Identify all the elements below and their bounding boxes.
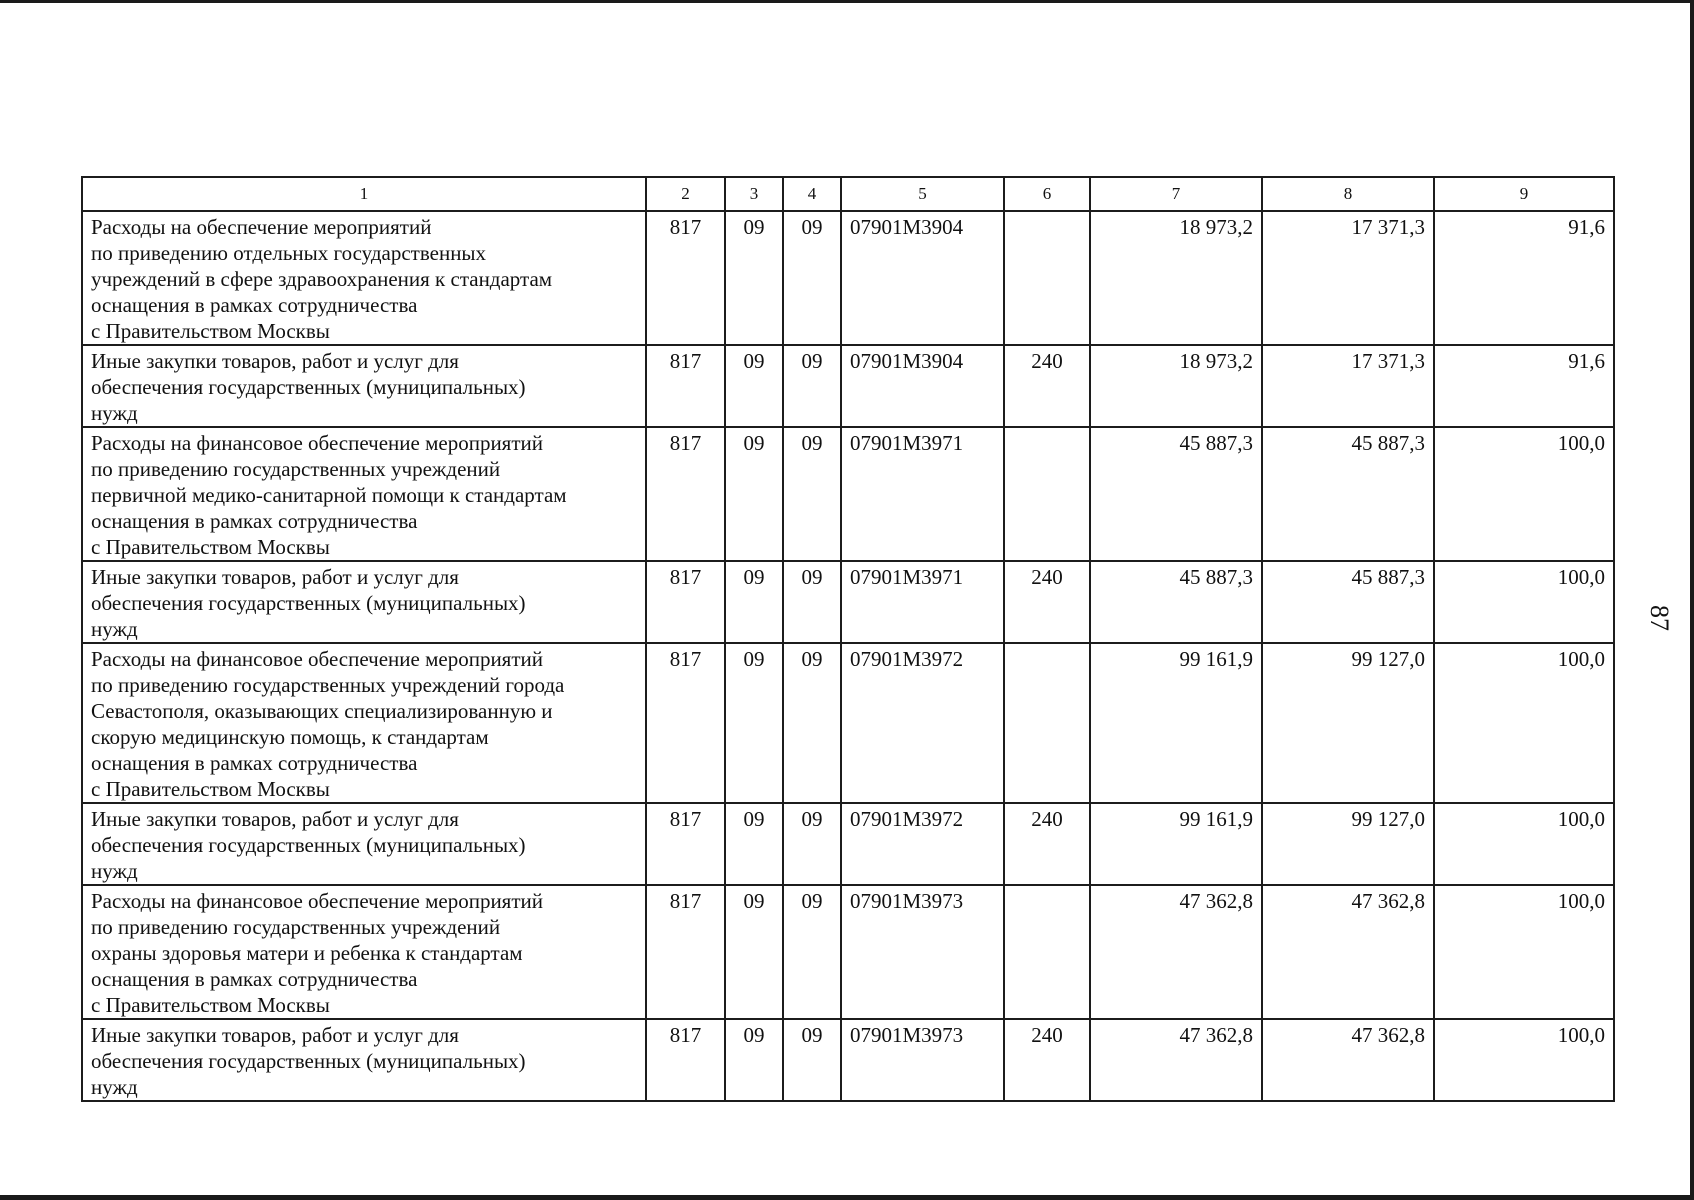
plan-amount-cell: 99 161,9 bbox=[1090, 803, 1262, 885]
expense-name-line: нужд bbox=[91, 617, 138, 641]
plan-amount-cell: 45 887,3 bbox=[1090, 427, 1262, 561]
table-row bbox=[82, 427, 1614, 561]
percent-cell: 91,6 bbox=[1434, 211, 1614, 345]
table-row bbox=[82, 345, 1614, 427]
expense-name-line: по приведению государственных учреждений bbox=[91, 915, 501, 939]
expense-name-line: по приведению государственных учреждений города bbox=[91, 673, 565, 697]
grbs-cell: 817 bbox=[646, 803, 725, 885]
expense-name-line: оснащения в рамках сотрудничества bbox=[91, 967, 418, 991]
grbs-cell: 817 bbox=[646, 643, 725, 803]
expense-name-line: обеспечения государственных (муниципальных) bbox=[91, 1049, 526, 1073]
grbs-cell: 817 bbox=[646, 211, 725, 345]
section-cell: 09 bbox=[725, 643, 783, 803]
subsection-cell: 09 bbox=[783, 427, 841, 561]
table-row bbox=[82, 211, 1614, 345]
expense-type-cell: 240 bbox=[1004, 345, 1090, 427]
page-edge-right bbox=[1690, 0, 1694, 1200]
expense-name-line: обеспечения государственных (муниципальных) bbox=[91, 833, 526, 857]
expense-name-line: Иные закупки товаров, работ и услуг для bbox=[91, 349, 459, 373]
plan-amount-cell: 99 161,9 bbox=[1090, 643, 1262, 803]
section-cell: 09 bbox=[725, 1019, 783, 1101]
header-cell-col-3: 3 bbox=[725, 177, 783, 211]
grbs-cell: 817 bbox=[646, 885, 725, 1019]
subsection-cell: 09 bbox=[783, 643, 841, 803]
table-row bbox=[82, 561, 1614, 643]
budget-table bbox=[81, 176, 1615, 1102]
plan-amount-cell: 45 887,3 bbox=[1090, 561, 1262, 643]
expense-name-line: Иные закупки товаров, работ и услуг для bbox=[91, 565, 459, 589]
grbs-cell: 817 bbox=[646, 1019, 725, 1101]
expense-name-line: с Правительством Москвы bbox=[91, 535, 330, 559]
percent-cell: 91,6 bbox=[1434, 345, 1614, 427]
section-cell: 09 bbox=[725, 345, 783, 427]
target-article-cell: 07901М3972 bbox=[841, 803, 1004, 885]
table-row bbox=[82, 1019, 1614, 1101]
plan-amount-cell: 18 973,2 bbox=[1090, 345, 1262, 427]
plan-amount-cell: 47 362,8 bbox=[1090, 885, 1262, 1019]
expense-name-line: нужд bbox=[91, 401, 138, 425]
percent-cell: 100,0 bbox=[1434, 885, 1614, 1019]
expense-name-cell bbox=[82, 427, 646, 561]
subsection-cell: 09 bbox=[783, 803, 841, 885]
percent-cell: 100,0 bbox=[1434, 1019, 1614, 1101]
subsection-cell: 09 bbox=[783, 1019, 841, 1101]
section-cell: 09 bbox=[725, 561, 783, 643]
expense-name-line: с Правительством Москвы bbox=[91, 993, 330, 1017]
percent-cell: 100,0 bbox=[1434, 803, 1614, 885]
expense-name-cell bbox=[82, 885, 646, 1019]
expense-name-line: обеспечения государственных (муниципальных) bbox=[91, 375, 526, 399]
expense-name-line: по приведению отдельных государственных bbox=[91, 241, 487, 265]
expense-type-cell: 240 bbox=[1004, 561, 1090, 643]
target-article-cell: 07901М3904 bbox=[841, 345, 1004, 427]
actual-amount-cell: 17 371,3 bbox=[1262, 345, 1434, 427]
table-row bbox=[82, 643, 1614, 803]
grbs-cell: 817 bbox=[646, 561, 725, 643]
actual-amount-cell: 45 887,3 bbox=[1262, 561, 1434, 643]
header-cell-col-4: 4 bbox=[783, 177, 841, 211]
grbs-cell: 817 bbox=[646, 427, 725, 561]
target-article-cell: 07901М3971 bbox=[841, 427, 1004, 561]
expense-name-line: нужд bbox=[91, 1075, 138, 1099]
expense-name-line: Расходы на финансовое обеспечение мероприятий bbox=[91, 647, 543, 671]
actual-amount-cell: 17 371,3 bbox=[1262, 211, 1434, 345]
actual-amount-cell: 47 362,8 bbox=[1262, 885, 1434, 1019]
expense-type-cell bbox=[1004, 885, 1090, 1019]
expense-name-line: оснащения в рамках сотрудничества bbox=[91, 509, 418, 533]
expense-type-cell: 240 bbox=[1004, 803, 1090, 885]
expense-type-cell: 240 bbox=[1004, 1019, 1090, 1101]
header-cell-col-7: 7 bbox=[1090, 177, 1262, 211]
actual-amount-cell: 99 127,0 bbox=[1262, 643, 1434, 803]
expense-name-line: учреждений в сфере здравоохранения к стандартам bbox=[91, 267, 553, 291]
expense-name-line: нужд bbox=[91, 859, 138, 883]
section-cell: 09 bbox=[725, 803, 783, 885]
target-article-cell: 07901М3973 bbox=[841, 1019, 1004, 1101]
table-header-row bbox=[82, 177, 1614, 211]
expense-name-cell bbox=[82, 803, 646, 885]
expense-name-cell bbox=[82, 1019, 646, 1101]
header-cell-col-9: 9 bbox=[1434, 177, 1614, 211]
actual-amount-cell: 45 887,3 bbox=[1262, 427, 1434, 561]
actual-amount-cell: 47 362,8 bbox=[1262, 1019, 1434, 1101]
expense-name-cell bbox=[82, 345, 646, 427]
header-cell-col-8: 8 bbox=[1262, 177, 1434, 211]
expense-name-line: оснащения в рамках сотрудничества bbox=[91, 751, 418, 775]
expense-name-line: обеспечения государственных (муниципальных) bbox=[91, 591, 526, 615]
expense-name-cell bbox=[82, 561, 646, 643]
expense-name-line: охраны здоровья матери и ребенка к стандартам bbox=[91, 941, 523, 965]
target-article-cell: 07901М3971 bbox=[841, 561, 1004, 643]
section-cell: 09 bbox=[725, 427, 783, 561]
actual-amount-cell: 99 127,0 bbox=[1262, 803, 1434, 885]
subsection-cell: 09 bbox=[783, 561, 841, 643]
expense-name-line: оснащения в рамках сотрудничества bbox=[91, 293, 418, 317]
expense-name-line: Расходы на финансовое обеспечение мероприятий bbox=[91, 889, 543, 913]
header-cell-col-6: 6 bbox=[1004, 177, 1090, 211]
grbs-cell: 817 bbox=[646, 345, 725, 427]
expense-name-line: Расходы на финансовое обеспечение мероприятий bbox=[91, 431, 543, 455]
expense-name-line: Иные закупки товаров, работ и услуг для bbox=[91, 1023, 459, 1047]
target-article-cell: 07901М3904 bbox=[841, 211, 1004, 345]
percent-cell: 100,0 bbox=[1434, 561, 1614, 643]
expense-name-line: с Правительством Москвы bbox=[91, 319, 330, 343]
table-row bbox=[82, 803, 1614, 885]
subsection-cell: 09 bbox=[783, 885, 841, 1019]
percent-cell: 100,0 bbox=[1434, 643, 1614, 803]
section-cell: 09 bbox=[725, 211, 783, 345]
table-row bbox=[82, 885, 1614, 1019]
target-article-cell: 07901М3972 bbox=[841, 643, 1004, 803]
percent-cell: 100,0 bbox=[1434, 427, 1614, 561]
expense-name-line: Севастополя, оказывающих специализированную и bbox=[91, 699, 553, 723]
expense-type-cell bbox=[1004, 643, 1090, 803]
subsection-cell: 09 bbox=[783, 211, 841, 345]
subsection-cell: 09 bbox=[783, 345, 841, 427]
expense-name-cell bbox=[82, 643, 646, 803]
page-edge-bottom bbox=[0, 1195, 1694, 1200]
target-article-cell: 07901М3973 bbox=[841, 885, 1004, 1019]
expense-name-line: Иные закупки товаров, работ и услуг для bbox=[91, 807, 459, 831]
expense-name-line: скорую медицинскую помощь, к стандартам bbox=[91, 725, 489, 749]
header-cell-col-2: 2 bbox=[646, 177, 725, 211]
header-cell-col-5: 5 bbox=[841, 177, 1004, 211]
page-edge-top bbox=[0, 0, 1694, 3]
expense-name-line: Расходы на обеспечение мероприятий bbox=[91, 215, 432, 239]
expense-name-line: с Правительством Москвы bbox=[91, 777, 330, 801]
expense-name-line: по приведению государственных учреждений bbox=[91, 457, 501, 481]
header-cell-col-1: 1 bbox=[82, 177, 646, 211]
expense-type-cell bbox=[1004, 427, 1090, 561]
expense-type-cell bbox=[1004, 211, 1090, 345]
expense-name-line: первичной медико-санитарной помощи к стандартам bbox=[91, 483, 567, 507]
page-number: 87 bbox=[1645, 605, 1674, 631]
section-cell: 09 bbox=[725, 885, 783, 1019]
plan-amount-cell: 47 362,8 bbox=[1090, 1019, 1262, 1101]
plan-amount-cell: 18 973,2 bbox=[1090, 211, 1262, 345]
expense-name-cell bbox=[82, 211, 646, 345]
